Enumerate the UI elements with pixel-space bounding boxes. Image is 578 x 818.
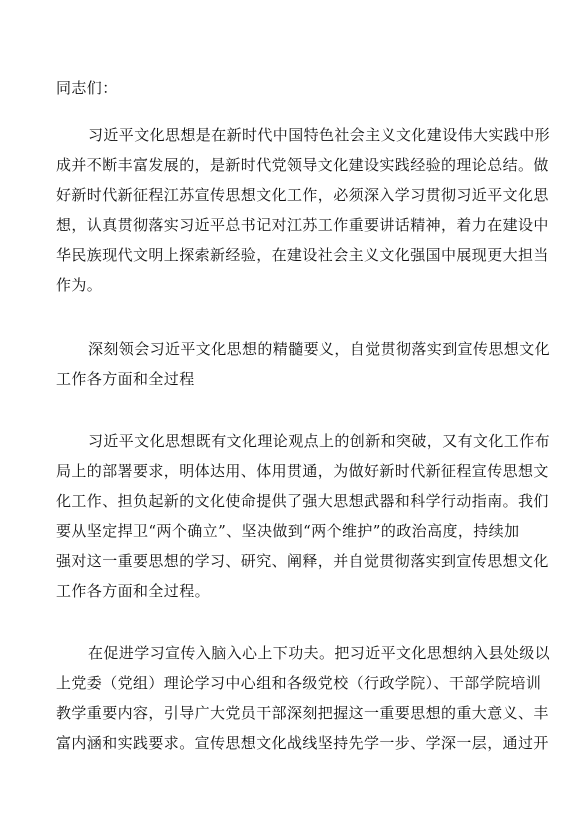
paragraph-1-line-1: 习近平文化思想是在新时代中国特色社会主义文化建设伟大实践中形	[88, 126, 551, 144]
salutation: 同志们：	[56, 79, 118, 97]
paragraph-3-line-5: 强对这一重要思想的学习、研究、阐释，并自觉贯彻落实到宣传思想文化	[56, 552, 549, 570]
paragraph-1-line-3: 好新时代新征程江苏宣传思想文化工作，必须深入学习贯彻习近平文化思	[56, 186, 549, 204]
paragraph-1-line-5: 华民族现代文明上探索新经验，在建设社会主义文化强国中展现更大担当	[56, 246, 549, 264]
paragraph-4-line-2: 上党委（党组）理论学习中心组和各级党校（行政学院）、干部学院培训	[56, 674, 542, 692]
section-heading-line-1: 深刻领会习近平文化思想的精髓要义，自觉贯彻落实到宣传思想文化	[88, 340, 551, 358]
paragraph-1-line-6: 作为。	[56, 276, 103, 294]
section-heading-line-2: 工作各方面和全过程	[56, 370, 195, 388]
paragraph-4-line-1: 在促进学习宣传入脑入心上下功夫。把习近平文化思想纳入县处级以	[88, 644, 551, 662]
paragraph-3-line-4: 要从坚定捍卫“两个确立”、坚决做到“两个维护”的政治高度，持续加	[56, 522, 520, 540]
paragraph-3-line-1: 习近平文化思想既有文化理论观点上的创新和突破，又有文化工作布	[88, 432, 551, 450]
paragraph-4-line-4: 富内涵和实践要求。宣传思想文化战线坚持先学一步、学深一层，通过开	[56, 734, 549, 752]
paragraph-3-line-2: 局上的部署要求，明体达用、体用贯通，为做好新时代新征程宣传思想文	[56, 462, 549, 480]
paragraph-3-line-6: 工作各方面和全过程。	[56, 582, 211, 600]
paragraph-3-line-3: 化工作、担负起新的文化使命提供了强大思想武器和科学行动指南。我们	[56, 492, 549, 510]
paragraph-4-line-3: 教学重要内容，引导广大党员干部深刻把握这一重要思想的重大意义、丰	[56, 704, 549, 722]
paragraph-1-line-2: 成并不断丰富发展的，是新时代党领导文化建设实践经验的理论总结。做	[56, 156, 549, 174]
paragraph-1-line-4: 想，认真贯彻落实习近平总书记对江苏工作重要讲话精神，着力在建设中	[56, 216, 549, 234]
